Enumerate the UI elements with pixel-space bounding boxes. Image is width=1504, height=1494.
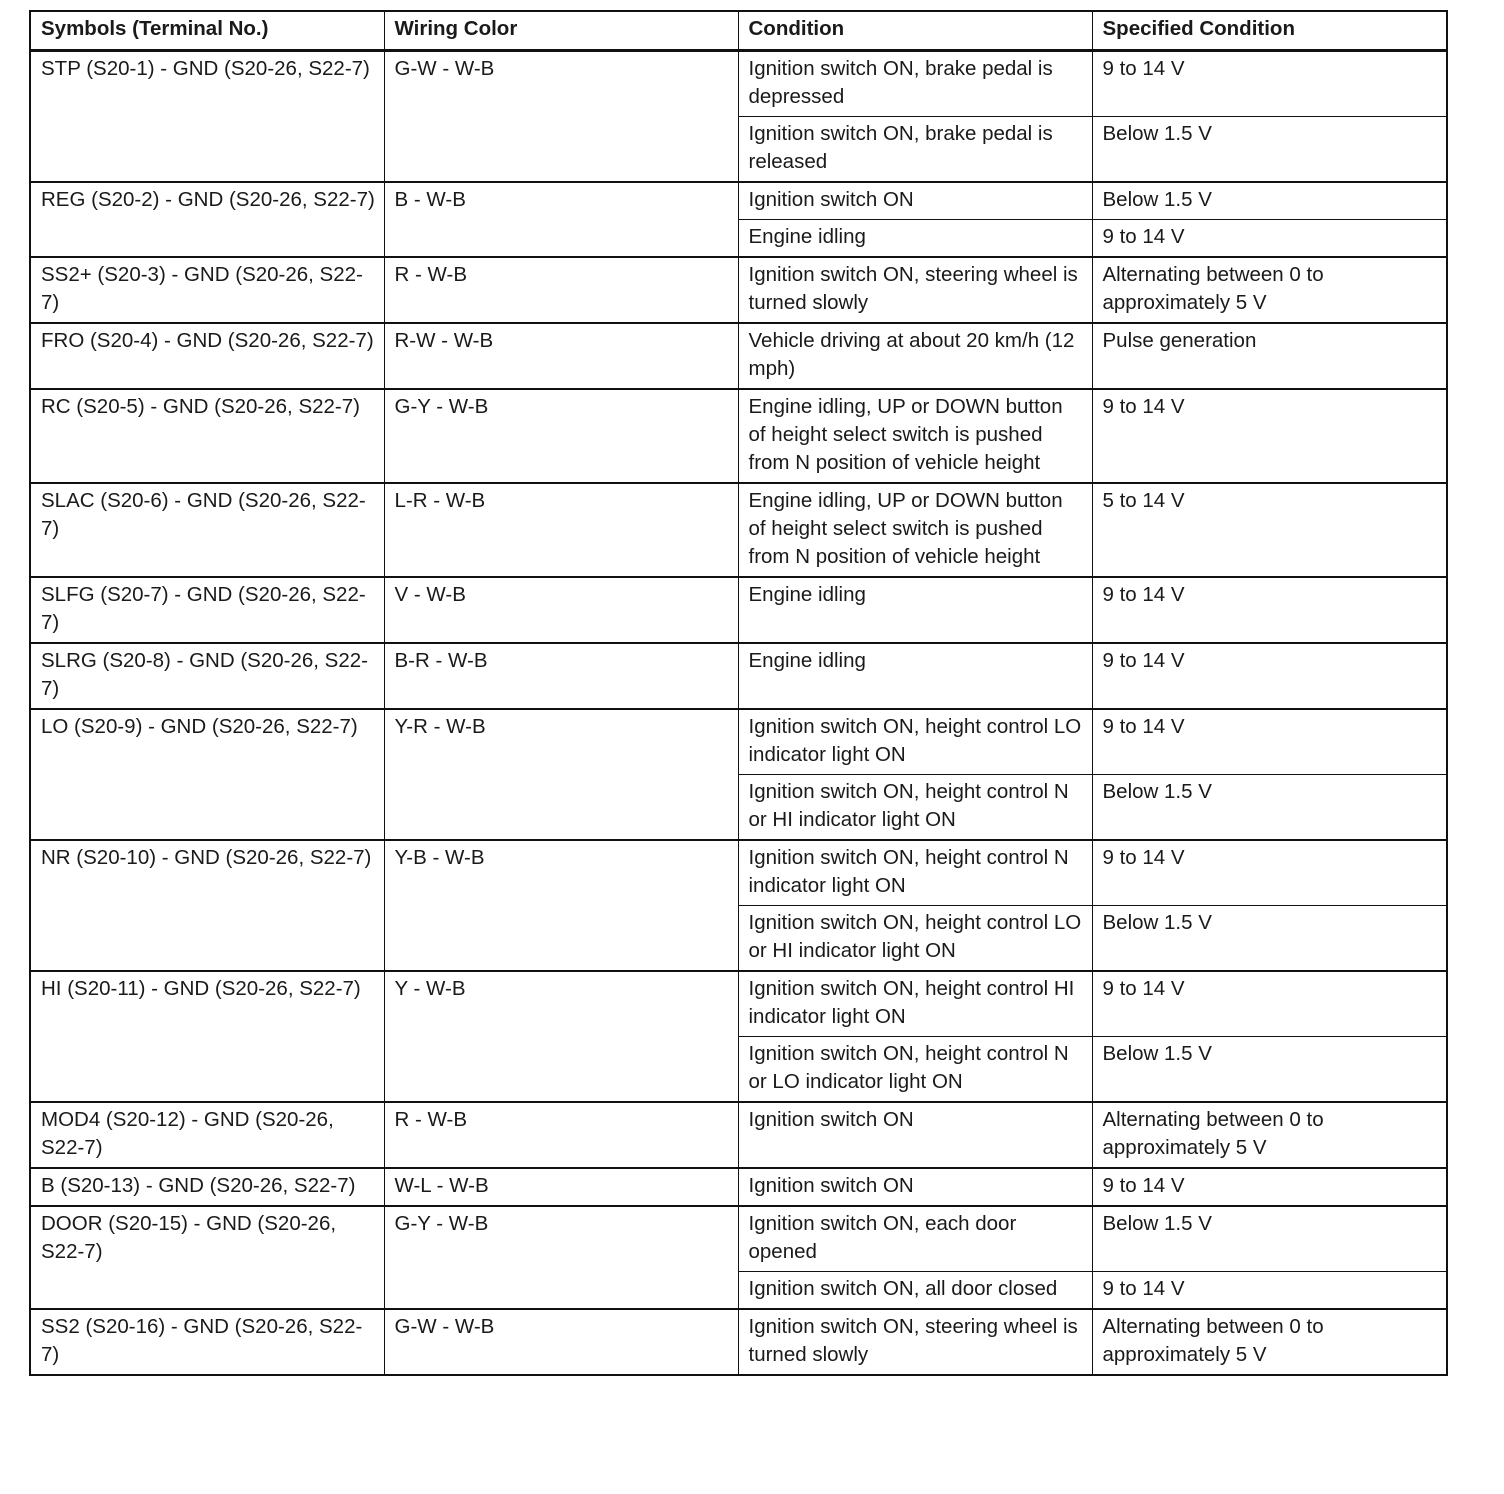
table-row: [30, 577, 1447, 643]
spec-cell: Below 1.5 V: [1092, 775, 1447, 841]
condition-cell: Ignition switch ON, height control N or HI indicator light ON: [738, 775, 1092, 841]
condition-cell: Ignition switch ON, steering wheel is turned slowly: [738, 1309, 1092, 1375]
wiring-cell: G-Y - W-B: [384, 1206, 738, 1309]
table-row: [30, 323, 1447, 389]
wiring-cell: G-Y - W-B: [384, 389, 738, 483]
spec-cell: 9 to 14 V: [1092, 709, 1447, 775]
wiring-cell: R - W-B: [384, 257, 738, 323]
terminal-group: [30, 643, 1447, 709]
spec-cell: 9 to 14 V: [1092, 220, 1447, 258]
terminal-group: [30, 483, 1447, 577]
terminal-group: [30, 257, 1447, 323]
spec-cell: 5 to 14 V: [1092, 483, 1447, 577]
condition-cell: Vehicle driving at about 20 km/h (12 mph): [738, 323, 1092, 389]
header-row: [30, 11, 1447, 51]
condition-cell: Ignition switch ON, height control LO or HI indicator light ON: [738, 906, 1092, 972]
symbol-cell: REG (S20-2) - GND (S20-26, S22-7): [30, 182, 384, 257]
spec-cell: Alternating between 0 to approximately 5 V: [1092, 1102, 1447, 1168]
condition-cell: Ignition switch ON: [738, 182, 1092, 220]
symbol-cell: DOOR (S20-15) - GND (S20-26, S22-7): [30, 1206, 384, 1309]
spec-cell: Below 1.5 V: [1092, 1206, 1447, 1272]
symbol-cell: SS2+ (S20-3) - GND (S20-26, S22-7): [30, 257, 384, 323]
condition-cell: Ignition switch ON, height control N or LO indicator light ON: [738, 1037, 1092, 1103]
spec-cell: 9 to 14 V: [1092, 1168, 1447, 1206]
wiring-cell: Y-R - W-B: [384, 709, 738, 840]
terminal-voltage-table: [29, 10, 1448, 1376]
spec-cell: 9 to 14 V: [1092, 643, 1447, 709]
spec-cell: Below 1.5 V: [1092, 906, 1447, 972]
condition-cell: Ignition switch ON: [738, 1102, 1092, 1168]
table-row: [30, 1206, 1447, 1272]
symbol-cell: SLRG (S20-8) - GND (S20-26, S22-7): [30, 643, 384, 709]
symbol-cell: B (S20-13) - GND (S20-26, S22-7): [30, 1168, 384, 1206]
condition-cell: Ignition switch ON, brake pedal is depressed: [738, 51, 1092, 117]
table-row: [30, 709, 1447, 775]
condition-cell: Engine idling: [738, 577, 1092, 643]
condition-cell: Ignition switch ON, height control HI indicator light ON: [738, 971, 1092, 1037]
spec-cell: 9 to 14 V: [1092, 840, 1447, 906]
symbol-cell: MOD4 (S20-12) - GND (S20-26, S22-7): [30, 1102, 384, 1168]
spec-cell: 9 to 14 V: [1092, 51, 1447, 117]
wiring-cell: L-R - W-B: [384, 483, 738, 577]
condition-cell: Engine idling: [738, 643, 1092, 709]
spec-cell: 9 to 14 V: [1092, 1272, 1447, 1310]
wiring-cell: W-L - W-B: [384, 1168, 738, 1206]
symbol-cell: SS2 (S20-16) - GND (S20-26, S22-7): [30, 1309, 384, 1375]
symbol-cell: HI (S20-11) - GND (S20-26, S22-7): [30, 971, 384, 1102]
spec-cell: Below 1.5 V: [1092, 1037, 1447, 1103]
header-condition: Condition: [738, 11, 1092, 51]
symbol-cell: NR (S20-10) - GND (S20-26, S22-7): [30, 840, 384, 971]
wiring-cell: G-W - W-B: [384, 1309, 738, 1375]
symbol-cell: LO (S20-9) - GND (S20-26, S22-7): [30, 709, 384, 840]
spec-cell: Below 1.5 V: [1092, 182, 1447, 220]
terminal-group: [30, 1206, 1447, 1309]
wiring-cell: V - W-B: [384, 577, 738, 643]
spec-cell: Alternating between 0 to approximately 5 V: [1092, 257, 1447, 323]
terminal-group: [30, 577, 1447, 643]
wiring-cell: Y-B - W-B: [384, 840, 738, 971]
condition-cell: Ignition switch ON, each door opened: [738, 1206, 1092, 1272]
spec-cell: Alternating between 0 to approximately 5 V: [1092, 1309, 1447, 1375]
spec-cell: Below 1.5 V: [1092, 117, 1447, 183]
wiring-cell: R-W - W-B: [384, 323, 738, 389]
symbol-cell: FRO (S20-4) - GND (S20-26, S22-7): [30, 323, 384, 389]
wiring-cell: R - W-B: [384, 1102, 738, 1168]
header-wiring-color: Wiring Color: [384, 11, 738, 51]
condition-cell: Ignition switch ON, brake pedal is released: [738, 117, 1092, 183]
header-symbols: Symbols (Terminal No.): [30, 11, 384, 51]
spec-cell: 9 to 14 V: [1092, 971, 1447, 1037]
condition-cell: Ignition switch ON, steering wheel is turned slowly: [738, 257, 1092, 323]
wiring-cell: Y - W-B: [384, 971, 738, 1102]
spec-cell: Pulse generation: [1092, 323, 1447, 389]
terminal-group: [30, 323, 1447, 389]
condition-cell: Ignition switch ON, height control LO indicator light ON: [738, 709, 1092, 775]
terminal-group: [30, 51, 1447, 183]
table-row: [30, 1102, 1447, 1168]
terminal-group: [30, 1102, 1447, 1168]
table-row: [30, 1309, 1447, 1375]
wiring-cell: B-R - W-B: [384, 643, 738, 709]
table-row: [30, 51, 1447, 117]
table-row: [30, 182, 1447, 220]
header-specified-condition: Specified Condition: [1092, 11, 1447, 51]
condition-cell: Engine idling, UP or DOWN button of height select switch is pushed from N position of vehicle height: [738, 483, 1092, 577]
table-header: [30, 11, 1447, 51]
condition-cell: Ignition switch ON: [738, 1168, 1092, 1206]
table-row: [30, 971, 1447, 1037]
symbol-cell: SLFG (S20-7) - GND (S20-26, S22-7): [30, 577, 384, 643]
table-row: [30, 257, 1447, 323]
condition-cell: Engine idling: [738, 220, 1092, 258]
symbol-cell: SLAC (S20-6) - GND (S20-26, S22-7): [30, 483, 384, 577]
condition-cell: Ignition switch ON, height control N indicator light ON: [738, 840, 1092, 906]
terminal-group: [30, 1168, 1447, 1206]
terminal-group: [30, 840, 1447, 971]
symbol-cell: RC (S20-5) - GND (S20-26, S22-7): [30, 389, 384, 483]
spec-cell: 9 to 14 V: [1092, 577, 1447, 643]
terminal-group: [30, 1309, 1447, 1375]
terminal-group: [30, 709, 1447, 840]
terminal-group: [30, 389, 1447, 483]
wiring-cell: G-W - W-B: [384, 51, 738, 183]
symbol-cell: STP (S20-1) - GND (S20-26, S22-7): [30, 51, 384, 183]
terminal-group: [30, 182, 1447, 257]
spec-cell: 9 to 14 V: [1092, 389, 1447, 483]
terminal-group: [30, 971, 1447, 1102]
table-row: [30, 1168, 1447, 1206]
table-row: [30, 643, 1447, 709]
condition-cell: Engine idling, UP or DOWN button of height select switch is pushed from N position of vehicle height: [738, 389, 1092, 483]
wiring-cell: B - W-B: [384, 182, 738, 257]
table-row: [30, 389, 1447, 483]
condition-cell: Ignition switch ON, all door closed: [738, 1272, 1092, 1310]
table-row: [30, 483, 1447, 577]
table-row: [30, 840, 1447, 906]
